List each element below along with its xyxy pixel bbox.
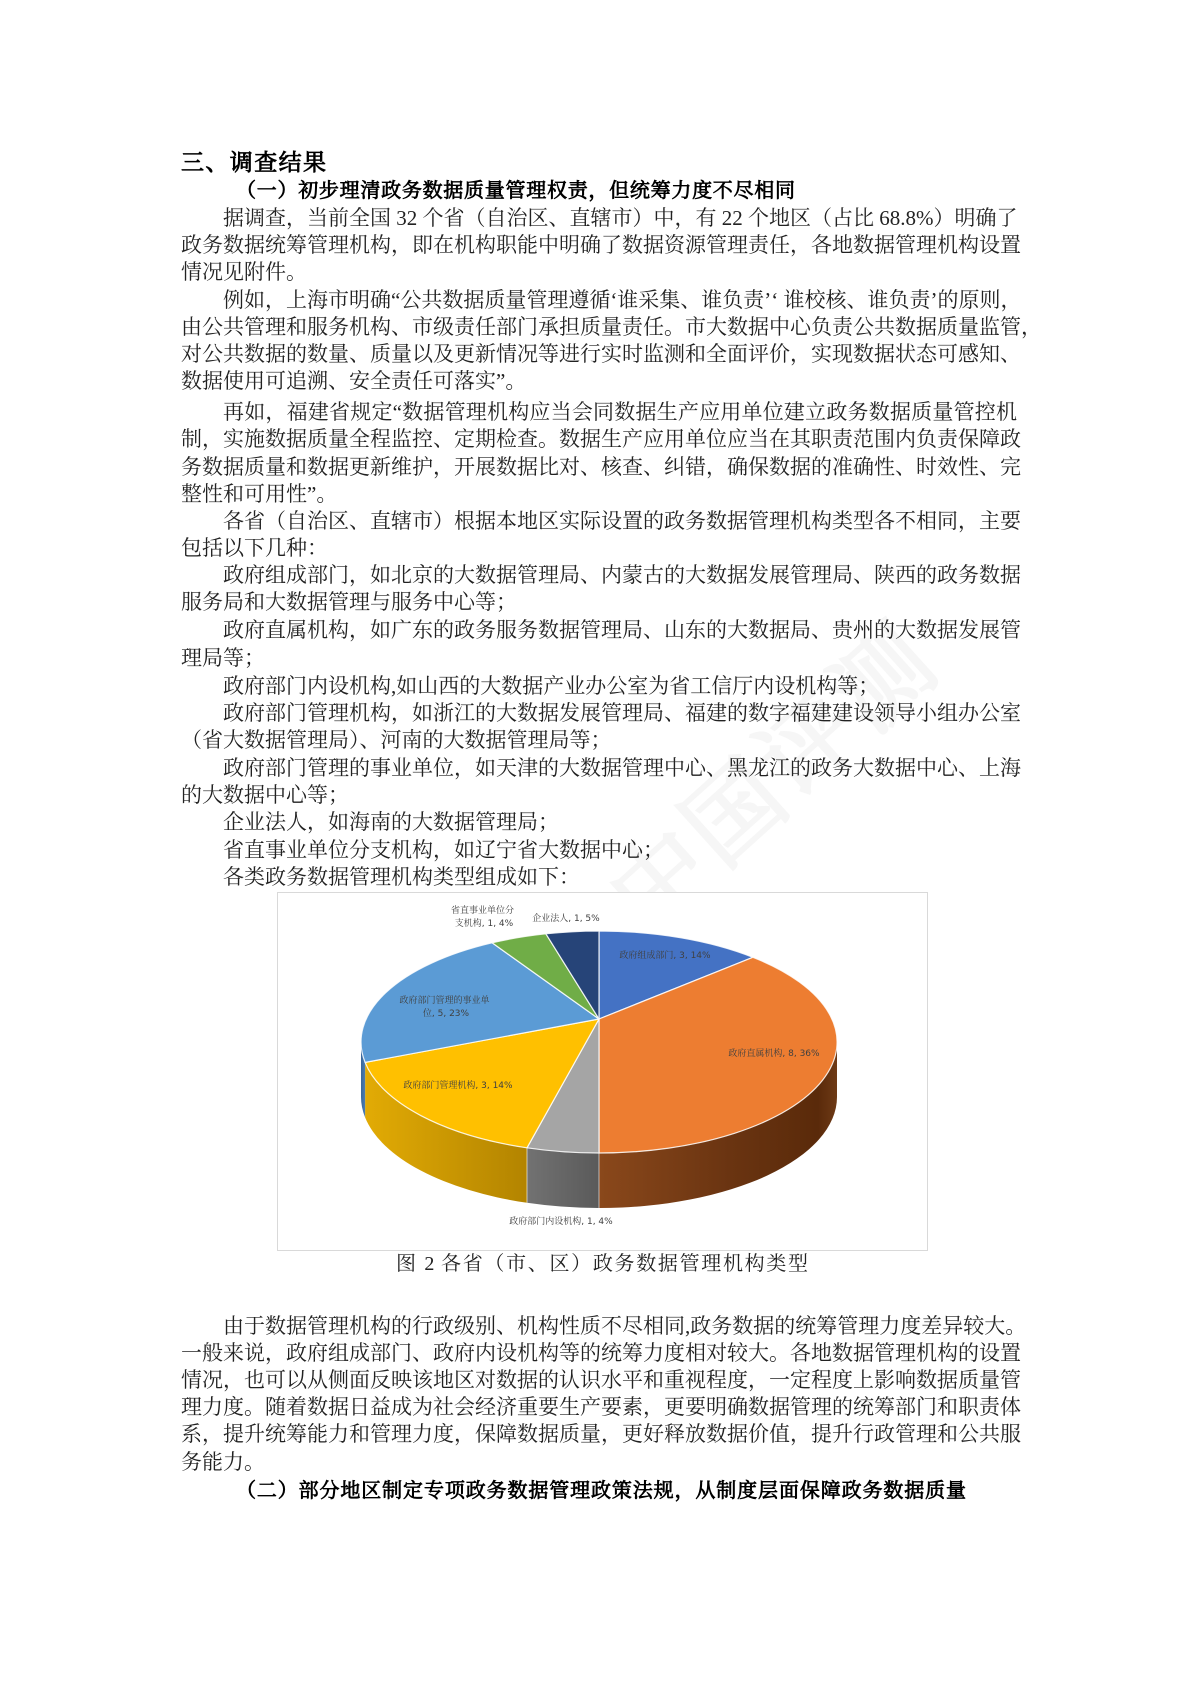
body-line: 情况见附件。 — [181, 260, 307, 284]
data-label-zhengfu-zucheng-bumen — [619, 949, 711, 961]
body-line: 理力度。随着数据日益成为社会经济重要生产要素，更要明确数据管理的统筹部门和职责体 — [181, 1395, 1021, 1419]
list-item-line: 政府组成部门，如北京的大数据管理局、内蒙古的大数据发展管理局、陕西的政务数据 — [223, 563, 1021, 587]
section-heading: 三、调查结果 — [181, 150, 326, 176]
pie-chart-figure — [277, 892, 928, 1251]
data-label-text: 政府组成部门, 3, 14% — [619, 951, 711, 961]
body-line: 整性和可用性”。 — [181, 482, 338, 506]
data-label-text: 政府直属机构, 8, 36% — [728, 1049, 820, 1059]
list-item-line: 省直事业单位分支机构，如辽宁省大数据中心； — [223, 838, 664, 862]
body-line: 由公共管理和服务机构、市级责任部门承担质量责任。市大数据中心负责公共数据质量监管， — [181, 315, 1042, 339]
list-item-line: 政府部门管理的事业单位，如天津的大数据管理中心、黑龙江的政务大数据中心、上海 — [223, 756, 1021, 780]
subheading-2: （二）部分地区制定专项政务数据管理政策法规，从制度层面保障政务数据质量 — [236, 1478, 966, 1502]
body-line: 一般来说，政府组成部门、政府内设机构等的统筹力度相对较大。各地数据管理机构的设置 — [181, 1341, 1021, 1365]
data-label-bumen-guanli-jigou — [403, 1079, 513, 1091]
list-item-line: 政府部门管理机构，如浙江的大数据发展管理局、福建的数字福建建设领导小组办公室 — [223, 701, 1021, 725]
data-label-shengzhi-shiye-fenzhi — [451, 904, 517, 929]
body-line: 系，提升统筹能力和管理力度，保障数据质量，更好释放数据价值，提升行政管理和公共服 — [181, 1422, 1021, 1446]
data-label-text: 支机构, 1, 4% — [454, 919, 514, 929]
pie-side-gray — [527, 1148, 599, 1208]
data-label-text: 政府部门内设机构, 1, 4% — [509, 1217, 613, 1227]
body-line: 据调查，当前全国 32 个省（自治区、直辖市）中，有 22 个地区（占比 68.8%）明确了 — [223, 206, 1018, 230]
figure-caption: 图 2 各省（市、区）政务数据管理机构类型 — [396, 1253, 808, 1275]
data-label-text: 政府部门管理的事业单 — [399, 996, 490, 1006]
data-label-text: 位, 5, 23% — [422, 1009, 470, 1019]
body-line: 各类政务数据管理机构类型组成如下： — [223, 865, 580, 889]
body-line: 由于数据管理机构的行政级别、机构性质不尽相同,政务数据的统筹管理力度差异较大。 — [223, 1314, 1027, 1338]
body-line: 例如，上海市明确“公共数据质量管理遵循‘谁采集、谁负责’‘ 谁校核、谁负责’的原则， — [223, 288, 1022, 312]
body-line: 再如，福建省规定“数据管理机构应当会同数据生产应用单位建立政务数据质量管控机 — [223, 400, 1017, 424]
list-item-line: 服务局和大数据管理与服务中心等； — [181, 590, 517, 614]
data-label-zhengfu-zhishu-jigou — [728, 1047, 820, 1059]
data-label-bumen-neishe-jigou — [509, 1215, 613, 1227]
body-line: 制，实施数据质量全程监控、定期检查。数据生产应用单位应当在其职责范围内负责保障政 — [181, 427, 1021, 451]
list-item-line: （省大数据管理局）、河南的大数据管理局等； — [181, 728, 612, 752]
body-line: 数据使用可追溯、安全责任可落实”。 — [181, 369, 527, 393]
body-line: 包括以下几种： — [181, 536, 328, 560]
list-item-line: 理局等； — [181, 646, 265, 670]
data-label-text: 企业法人, 1, 5% — [532, 914, 600, 924]
data-label-text: 省直事业单位分 — [451, 906, 515, 916]
body-line: 各省（自治区、直辖市）根据本地区实际设置的政务数据管理机构类型各不相同，主要 — [223, 509, 1021, 533]
data-label-qiye-faren — [532, 912, 600, 924]
list-item-line: 政府部门内设机构,如山西的大数据产业办公室为省工信厅内设机构等； — [223, 674, 880, 698]
list-item-line: 的大数据中心等； — [181, 783, 349, 807]
body-line: 对公共数据的数量、质量以及更新情况等进行实时监测和全面评价，实现数据状态可感知、 — [181, 342, 1021, 366]
body-line: 务能力。 — [181, 1450, 265, 1474]
body-line: 务数据质量和数据更新维护，开展数据比对、核查、纠错，确保数据的准确性、时效性、完 — [181, 455, 1021, 479]
pie-chart — [277, 892, 928, 1251]
data-label-text: 政府部门管理机构, 3, 14% — [403, 1081, 513, 1091]
list-item-line: 政府直属机构，如广东的政务服务数据管理局、山东的大数据局、贵州的大数据发展管 — [223, 618, 1021, 642]
subheading-1: （一）初步理清政务数据质量管理权责，但统筹力度不尽相同 — [236, 178, 795, 202]
body-line: 情况，也可以从侧面反映该地区对数据的认识水平和重视程度，一定程度上影响数据质量管 — [181, 1368, 1021, 1392]
body-line: 政务数据统筹管理机构，即在机构职能中明确了数据资源管理责任，各地数据管理机构设置 — [181, 233, 1021, 257]
list-item-line: 企业法人，如海南的大数据管理局； — [223, 810, 559, 834]
